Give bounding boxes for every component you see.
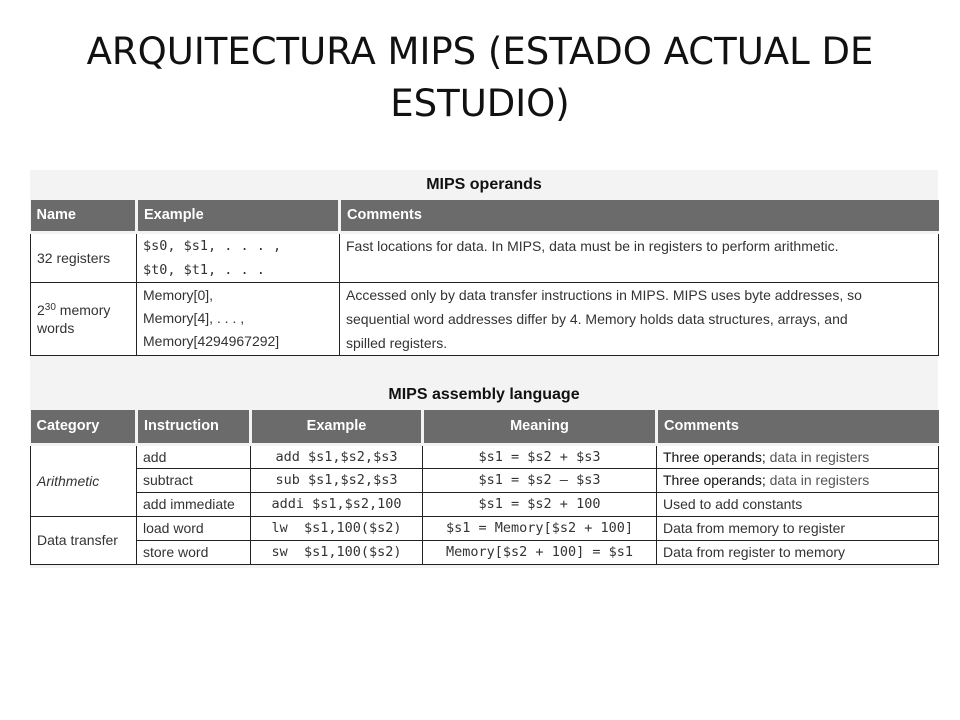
operand-comment-line: sequential word addresses differ by 4. Memory holds data structures, arrays, and <box>346 310 848 327</box>
instruction-cell: store word <box>137 540 251 564</box>
assembly-header-comments: Comments <box>657 410 939 444</box>
operand-name-cell <box>31 282 137 355</box>
assembly-header-row <box>31 410 939 444</box>
slide-title <box>60 26 900 130</box>
table-row <box>31 540 939 564</box>
operand-example-line: $s0, $s1, . . . , <box>143 237 282 254</box>
example-cell: add $s1,$s2,$s3 <box>251 444 423 468</box>
assembly-header-instruction: Instruction <box>137 410 251 444</box>
assembly-header-category: Category <box>31 410 137 444</box>
operands-header-example: Example <box>137 200 340 232</box>
instruction-cell: add <box>137 444 251 468</box>
operands-header-row <box>31 200 939 232</box>
table-row <box>31 282 939 355</box>
operand-name-cell <box>31 232 137 282</box>
assembly-table <box>30 410 939 565</box>
comment-cell: Data from register to memory <box>657 540 939 564</box>
operand-comment: Fast locations for data. In MIPS, data must be in registers to perform arithmetic. <box>346 237 839 254</box>
example-cell: sub $s1,$s2,$s3 <box>251 468 423 492</box>
operand-example-line: Memory[4294967292] <box>143 333 280 349</box>
table-row <box>31 232 939 282</box>
assembly-table-title: MIPS assembly language <box>388 386 580 403</box>
category-cell: Arithmetic <box>31 444 137 516</box>
example-cell: lw $s1,100($s2) <box>251 516 423 540</box>
operands-table <box>30 200 939 356</box>
table-row <box>31 516 939 540</box>
meaning-cell: $s1 = $s2 + 100 <box>423 492 657 516</box>
comment-sub: data in registers <box>765 472 870 488</box>
meaning-cell: $s1 = $s2 + $s3 <box>423 444 657 468</box>
operand-name-exponent: 30 <box>44 301 56 313</box>
slide-title-line-2: ESTUDIO) <box>390 82 570 125</box>
operand-comment-line: Accessed only by data transfer instructions in MIPS. MIPS uses byte addresses, so <box>346 286 862 303</box>
meaning-cell: Memory[$s2 + 100] = $s1 <box>423 540 657 564</box>
comment-cell <box>657 444 939 468</box>
operand-name-rest: memory <box>55 301 111 318</box>
operands-header-name: Name <box>31 200 137 232</box>
assembly-header-example: Example <box>251 410 423 444</box>
table-row <box>31 444 939 468</box>
operand-example-line: $t0, $t1, . . . <box>143 261 265 278</box>
comment-cell: Used to add constants <box>657 492 939 516</box>
instruction-cell: subtract <box>137 468 251 492</box>
slide-title-line-1: ARQUITECTURA MIPS (ESTADO ACTUAL DE <box>86 30 874 73</box>
example-cell: addi $s1,$s2,100 <box>251 492 423 516</box>
table-row <box>31 468 939 492</box>
operands-table-title: MIPS operands <box>426 176 542 193</box>
table-row <box>31 492 939 516</box>
comment-main: Three operands; <box>663 472 766 488</box>
operand-name: 32 registers <box>37 249 111 266</box>
operand-comment-line: spilled registers. <box>346 334 448 351</box>
operand-name-base: 2 <box>37 301 45 318</box>
assembly-header-meaning: Meaning <box>423 410 657 444</box>
operand-example-cell <box>137 232 340 282</box>
instruction-cell: add immediate <box>137 492 251 516</box>
meaning-cell: $s1 = $s2 – $s3 <box>423 468 657 492</box>
instruction-cell: load word <box>137 516 251 540</box>
category-cell: Data transfer <box>31 516 137 564</box>
operand-example-cell <box>137 282 340 355</box>
meaning-cell: $s1 = Memory[$s2 + 100] <box>423 516 657 540</box>
example-cell: sw $s1,100($s2) <box>251 540 423 564</box>
operands-header-comments: Comments <box>340 200 939 232</box>
operand-name-rest-2: words <box>37 319 75 336</box>
comment-sub: data in registers <box>765 448 870 465</box>
operand-example-line: Memory[4], . . . , <box>143 310 245 326</box>
operand-comment-cell <box>340 232 939 282</box>
comment-cell: Data from memory to register <box>657 516 939 540</box>
mips-figure <box>30 170 938 568</box>
operand-example-line: Memory[0], <box>143 287 214 303</box>
comment-main: Three operands; <box>663 448 766 465</box>
comment-cell <box>657 468 939 492</box>
operand-comment-cell <box>340 282 939 355</box>
